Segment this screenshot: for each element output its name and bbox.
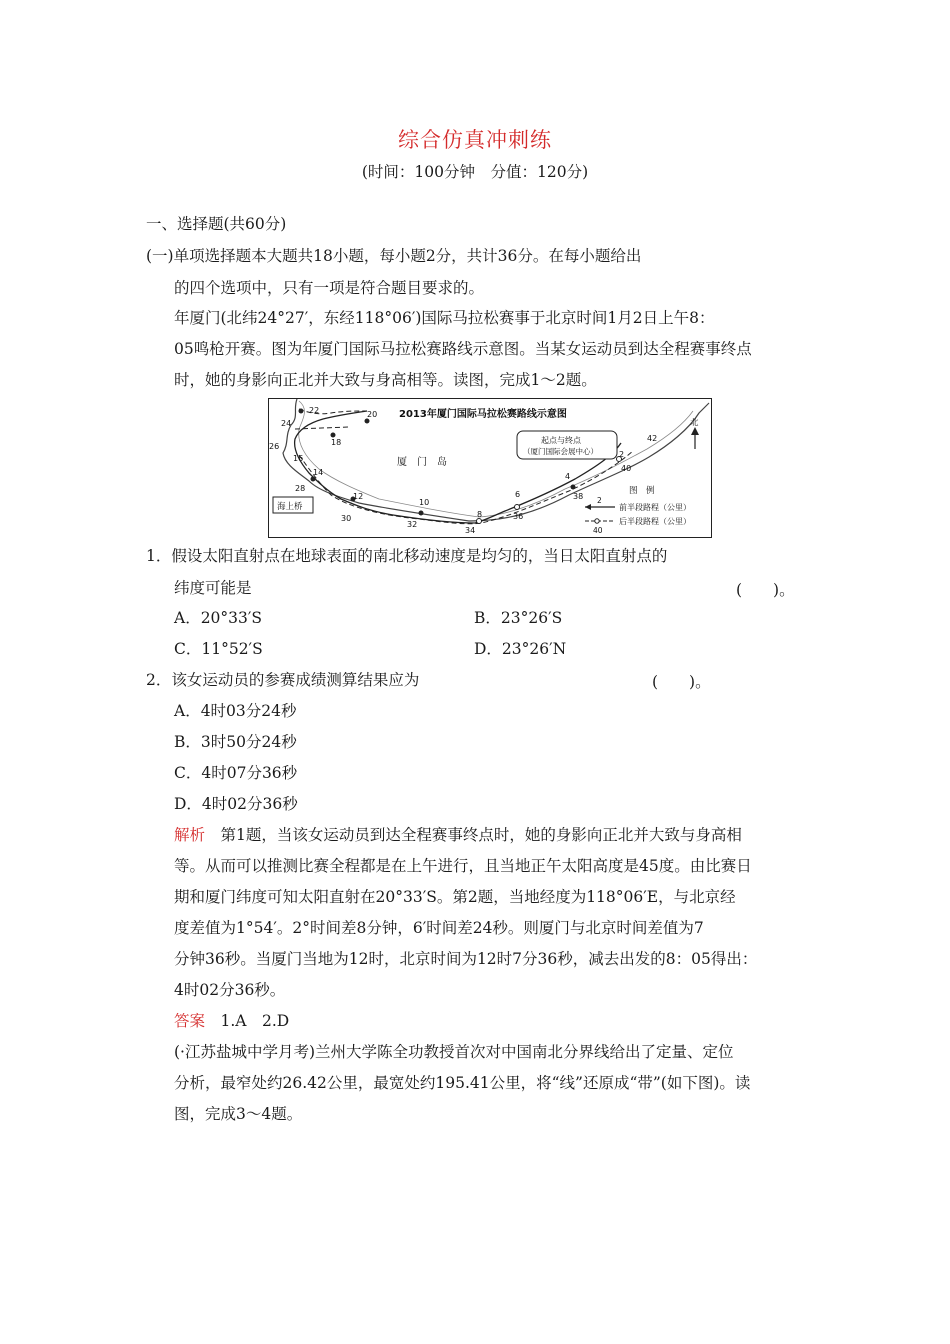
- next-passage-line-2: 分析，最窄处约26.42公里，最宽处约195.41公里，将“线”还原成“带”(如下图)。读: [174, 1074, 751, 1092]
- km-label: 26: [269, 442, 280, 451]
- next-passage-line-1: (·江苏盐城中学月考)兰州大学陈全功教授首次对中国南北分界线给出了定量、定位: [174, 1043, 734, 1061]
- km-label: 10: [419, 498, 430, 507]
- legend-circle-icon: [595, 519, 599, 523]
- north-arrow-head-icon: [691, 427, 699, 435]
- route-second-half: [295, 409, 633, 524]
- start-end-label: 起点与终点: [541, 436, 581, 445]
- q1-stem-line-1: 1．假设太阳直射点在地球表面的南北移动速度是均匀的，当日太阳直射点的: [146, 547, 668, 565]
- legend-second-label: 后半段路程（公里）: [619, 517, 691, 526]
- analysis-line-5: 分钟36秒。当厦门当地为12时，北京时间为12时7分36秒，减去出发的8：05得出：: [174, 950, 758, 968]
- q1-stem-line-2: 纬度可能是: [174, 579, 252, 597]
- q2-option-c: C．4时07分36秒: [174, 764, 298, 782]
- km-label: 34: [465, 526, 476, 535]
- km-label: 36: [513, 512, 524, 521]
- km-label: 30: [341, 514, 352, 523]
- exam-info: (时间：100分钟 分值：120分): [361, 163, 589, 181]
- analysis-label: 解析: [174, 826, 206, 844]
- km-label: 32: [407, 520, 418, 529]
- km-label: 18: [331, 438, 342, 447]
- route-first-half: [295, 411, 621, 523]
- km-label: 42: [647, 434, 658, 443]
- next-passage-line-3: 图，完成3～4题。: [174, 1105, 303, 1123]
- q1-option-b: B．23°26′S: [474, 609, 563, 627]
- legend-arrow-icon: [585, 504, 591, 510]
- passage-line-1: 年厦门(北纬24°27′，东经118°06′)国际马拉松赛事于北京时间1月2日上午8：: [174, 309, 715, 327]
- km-label: 2: [619, 450, 625, 459]
- legend-first-label: 前半段路程（公里）: [619, 503, 691, 512]
- km-label: 40: [621, 464, 632, 473]
- analysis-line-6: 4时02分36秒。: [174, 981, 286, 999]
- km-label: 20: [367, 410, 378, 419]
- km-marker: [477, 519, 482, 524]
- answer-line: [174, 1011, 289, 1031]
- q2-option-a: A．4时03分24秒: [174, 702, 297, 720]
- km-label: 14: [313, 468, 324, 477]
- analysis-text: 第1题，当该女运动员到达全程赛事终点时，她的身影向正北并大致与身高相: [205, 826, 742, 844]
- island-label: 厦 门 岛: [397, 457, 447, 468]
- km-label: 28: [295, 484, 306, 493]
- legend-title: 图 例: [629, 486, 655, 496]
- q2-option-b: B．3时50分24秒: [174, 733, 297, 751]
- km-label: 8: [477, 510, 483, 519]
- km-marker: [365, 419, 370, 424]
- q1-option-d: D．23°26′N: [474, 640, 567, 658]
- q1-answer-blank: ( )。: [736, 581, 795, 599]
- intro-line-2: 的四个选项中，只有一项是符合题目要求的。: [174, 279, 485, 297]
- legend-num-first: 2: [597, 496, 602, 505]
- km-marker: [311, 477, 316, 482]
- passage-line-3: 时，她的身影向正北并大致与身高相等。读图，完成1～2题。: [174, 371, 597, 389]
- passage-line-2: 05鸣枪开赛。图为年厦门国际马拉松赛路线示意图。当某女运动员到达全程赛事终点: [174, 340, 752, 358]
- km-marker: [419, 511, 424, 516]
- answer-text: 1.A 2.D: [205, 1012, 290, 1030]
- km-label: 16: [293, 454, 304, 463]
- km-label: 22: [309, 406, 320, 415]
- analysis-line-4: 度差值为1°54′。2°时间差8分钟，6′时间差24秒。则厦门与北京时间差值为7: [174, 919, 704, 937]
- km-label: 12: [353, 492, 364, 501]
- section-heading: 一、选择题(共60分): [146, 215, 287, 233]
- answer-label: 答案: [174, 1012, 206, 1030]
- intro-line-1: (一)单项选择题本大题共18小题，每小题2分，共计36分。在每小题给出: [146, 247, 642, 265]
- legend-num-second: 40: [593, 526, 603, 535]
- q2-option-d: D．4时02分36秒: [174, 795, 298, 813]
- analysis-line-1: [174, 825, 742, 845]
- marathon-route-map: [268, 398, 712, 538]
- km-marker: [571, 485, 576, 490]
- north-label: 北: [690, 418, 699, 428]
- q1-option-c: C．11°52′S: [174, 640, 263, 658]
- km-marker: [299, 409, 304, 414]
- km-label: 38: [573, 492, 584, 501]
- km-label: 24: [281, 419, 292, 428]
- km-marker: [515, 505, 520, 510]
- start-end-venue: （厦门国际会展中心）: [523, 447, 598, 456]
- analysis-line-3: 期和厦门纬度可知太阳直射在20°33′S。第2题，当地经度为118°06′E，与北京经: [174, 888, 736, 906]
- km-label: 6: [515, 490, 521, 499]
- bridge-label: 海上桥: [277, 502, 303, 512]
- map-title: 2013年厦门国际马拉松赛路线示意图: [399, 409, 567, 420]
- q1-option-a: A．20°33′S: [174, 609, 263, 627]
- q2-answer-blank: ( )。: [652, 673, 711, 691]
- analysis-line-2: 等。从而可以推测比赛全程都是在上午进行，且当地正午太阳高度是45度。由比赛日: [174, 857, 752, 875]
- q2-stem: 2．该女运动员的参赛成绩测算结果应为: [146, 671, 420, 689]
- km-marker: [331, 433, 336, 438]
- page-title: 综合仿真冲刺练: [398, 128, 552, 152]
- km-label: 4: [565, 472, 571, 481]
